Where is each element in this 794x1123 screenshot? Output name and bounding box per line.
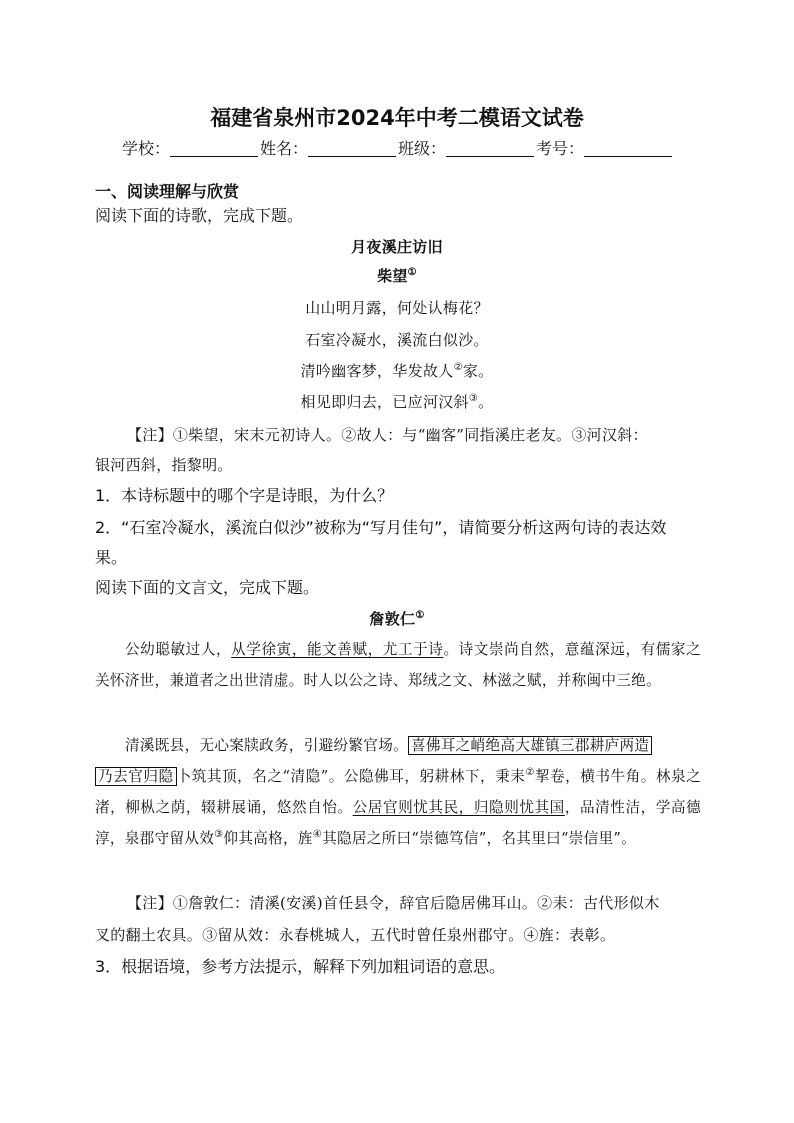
poem-title: 月夜溪庄访旧	[351, 238, 443, 256]
name-label: 姓名：	[259, 139, 308, 158]
question-1: 1．本诗标题中的哪个字是诗眼，为什么？	[95, 486, 394, 505]
class-blank[interactable]	[446, 140, 534, 157]
footnote-mark: ③	[468, 393, 479, 404]
student-info-line	[0, 136, 794, 159]
poem-note-line-2: 银河西斜，指黎明。	[95, 456, 233, 474]
poem-author: 柴望①	[377, 267, 417, 285]
poem-line-2: 石室冷凝水，溪流白似沙。	[305, 331, 489, 349]
footnote-mark: ③	[214, 829, 224, 840]
prose-note-line-2: 叉的翻土农具。③留从效：永春桃城人，五代时曾任泉州郡守。④旌：表彰。	[95, 926, 616, 944]
prose-title: 詹敦仁①	[369, 610, 425, 628]
footnote-mark: ①	[407, 267, 417, 278]
footnote-mark: ①	[415, 610, 425, 621]
underlined-sentence: 从学徐寅，能文善赋，尤工于诗	[231, 641, 444, 658]
question-2-line-1: 2．“石室冷凝水，溪流白似沙”被称为“写月佳句”，请简要分析这两句诗的表达效	[95, 518, 667, 537]
school-blank[interactable]	[170, 140, 258, 157]
exam-number-blank[interactable]	[584, 140, 672, 157]
section-heading: 一、阅读理解与欣赏	[95, 182, 240, 201]
page-title: 福建省泉州市2024年中考二模语文试卷	[210, 106, 584, 130]
poem-line-1: 山山明月露，何处认梅花？	[305, 299, 489, 317]
poem-line-4: 相见即归去，已应河汉斜③。	[300, 393, 494, 411]
exam-number-label: 考号：	[536, 139, 585, 158]
name-blank[interactable]	[308, 140, 396, 157]
poem-line-3: 清吟幽客梦，华发故人②家。	[300, 362, 494, 380]
poem-note-line-1: 【注】①柴望，宋末元初诗人。②故人：与“幽客”同指溪庄老友。③河汉斜：	[127, 426, 648, 444]
class-label: 班级：	[398, 139, 447, 158]
school-label: 学校：	[121, 139, 170, 158]
footnote-mark: ④	[312, 829, 323, 840]
prose-paragraph-2: 清溪既县，无心案牍政务，引避纷繁官场。 喜佛耳之峭绝高大雄镇三郡耕庐两造 乃去官归隐 卜筑其顶，名之“清隐”。公隐佛耳，躬耕林下，秉耒②挈卷，横书牛角。林泉之渚，柳枞之荫，辍耕展诵，悠然自怡。公居官则忧其民，归隐则忧其国，品清性洁，学高德淳，泉郡守留从效③仰其高格，旌④其隐居之所曰“崇德笃信”，名其里曰“崇信里”。	[95, 737, 701, 847]
prose-note-line-1: 【注】①詹敦仁：清溪(安溪)首任县令，辞官后隐居佛耳山。②耒：古代形似木	[127, 894, 660, 912]
poem-instruction: 阅读下面的诗歌，完成下题。	[95, 206, 304, 225]
prose-paragraph-1: 公幼聪敏过人，从学徐寅，能文善赋，尤工于诗。诗文崇尚自然，意蕴深远，有儒家之关怀济世，兼道者之出世清虚。时人以公之诗、郑绒之文、林滋之赋，并称闽中三绝。	[95, 641, 701, 689]
question-3: 3．根据语境，参考方法提示，解释下列加粗词语的意思。	[95, 957, 506, 976]
footnote-mark: ②	[525, 767, 535, 778]
underlined-sentence: 公居官则忧其民，归隐则忧其国	[352, 799, 565, 816]
prose-instruction: 阅读下面的文言文，完成下题。	[95, 578, 320, 597]
boxed-sentence-part-1: 喜佛耳之峭绝高大雄镇三郡耕庐两造	[408, 736, 652, 755]
footnote-mark: ②	[453, 362, 463, 373]
question-2-line-2: 果。	[95, 548, 128, 567]
boxed-sentence-part-2: 乃去官归隐	[95, 767, 177, 786]
